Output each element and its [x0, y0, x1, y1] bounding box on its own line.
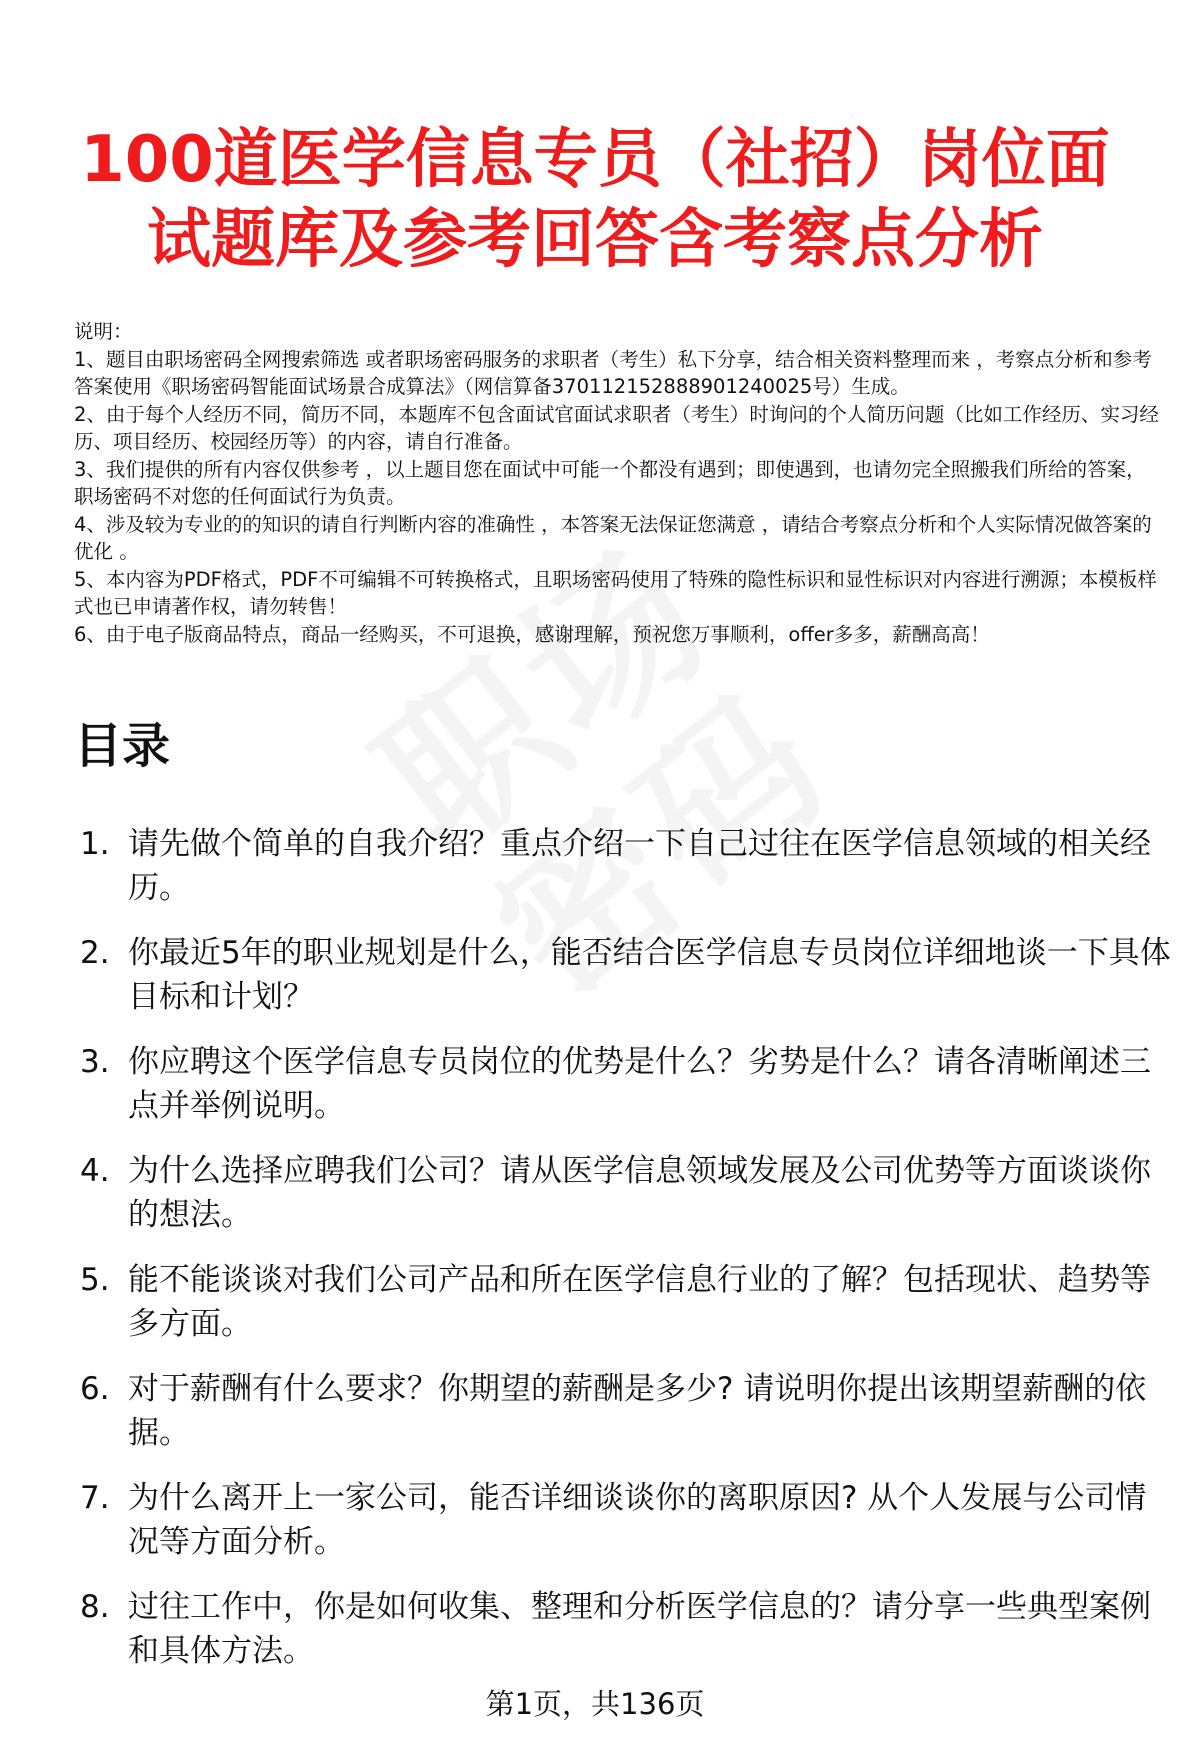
note-item-3: 3、我们提供的所有内容仅供参考 ，以上题目您在面试中可能一个都没有遇到；即使遇到，也请勿完全照搬我们所给的答案，职场密码不对您的任何面试行为负责。	[74, 457, 1146, 508]
toc-item-number: 7.	[80, 1480, 110, 1516]
toc-item-number: 1.	[80, 826, 110, 862]
page-number: 第1页，共136页	[485, 1687, 705, 1721]
toc-item[interactable]	[74, 1367, 1174, 1455]
note-item-6: 6、由于电子版商品特点，商品一经购买，不可退换，感谢理解，预祝您万事顺利，offer多多，薪酬高高！	[74, 622, 990, 646]
toc-item-text: 你最近5年的职业规划是什么，能否结合医学信息专员岗位详细地谈一下具体目标和计划？	[128, 935, 1171, 1015]
toc-item[interactable]	[74, 931, 1174, 1019]
toc-item-text: 请先做个简单的自我介绍？重点介绍一下自己过往在医学信息领域的相关经历。	[128, 826, 1151, 906]
note-item-2: 2、由于每个人经历不同，简历不同，本题库不包含面试官面试求职者（考生）时询问的个人简历问题（比如工作经历、实习经历、项目经历、校园经历等）的内容，请自行准备。	[74, 402, 1159, 453]
toc-item[interactable]	[74, 1585, 1174, 1673]
note-item-4: 4、涉及较为专业的的知识的请自行判断内容的准确性 ，本答案无法保证您满意 ，请结合考察点分析和个人实际情况做答案的优化 。	[74, 512, 1152, 563]
note-item-5: 5、本内容为PDF格式，PDF不可编辑不可转换格式，且职场密码使用了特殊的隐性标识和显性标识对内容进行溯源；本模板样式也已申请著作权，请勿转售！	[74, 567, 1157, 618]
toc-item-text: 能不能谈谈对我们公司产品和所在医学信息行业的了解？包括现状、趋势等多方面。	[128, 1262, 1151, 1342]
toc-item-text: 对于薪酬有什么要求？你期望的薪酬是多少? 请说明你提出该期望薪酬的依据。	[128, 1371, 1147, 1451]
toc-item[interactable]	[74, 1476, 1174, 1564]
toc-item-text: 为什么选择应聘我们公司？请从医学信息领域发展及公司优势等方面谈谈你的想法。	[128, 1153, 1151, 1233]
toc-item-text: 你应聘这个医学信息专员岗位的优势是什么？劣势是什么？请各清晰阐述三点并举例说明。	[128, 1044, 1151, 1124]
document-title: 100道医学信息专员（社招）岗位面试题库及参考回答含考察点分析	[80, 123, 1110, 277]
toc-item-number: 2.	[80, 935, 110, 971]
toc-item[interactable]	[74, 822, 1174, 910]
toc-item-text: 为什么离开上一家公司，能否详细谈谈你的离职原因? 从个人发展与公司情况等方面分析。	[128, 1480, 1147, 1560]
toc-item[interactable]	[74, 1040, 1174, 1128]
toc-item-number: 8.	[80, 1589, 110, 1625]
toc-item-number: 4.	[80, 1153, 110, 1189]
note-item-1: 1、题目由职场密码全网搜索筛选 或者职场密码服务的求职者（考生）私下分享，结合相关资料整理而来 ，考察点分析和参考答案使用《职场密码智能面试场景合成算法》（网信算备370112152888901240025号）生成。	[74, 347, 1152, 398]
toc-item-text: 过往工作中，你是如何收集、整理和分析医学信息的？请分享一些典型案例和具体方法。	[128, 1589, 1151, 1669]
toc-item-number: 3.	[80, 1044, 110, 1080]
toc-list	[74, 822, 1174, 1694]
toc-item-number: 6.	[80, 1371, 110, 1407]
toc-item[interactable]	[74, 1258, 1174, 1346]
toc-item[interactable]	[74, 1149, 1174, 1237]
toc-item-number: 5.	[80, 1262, 110, 1298]
toc-heading: 目录	[74, 718, 171, 774]
notes-section	[74, 318, 1164, 648]
notes-heading: 说明：	[74, 320, 133, 343]
